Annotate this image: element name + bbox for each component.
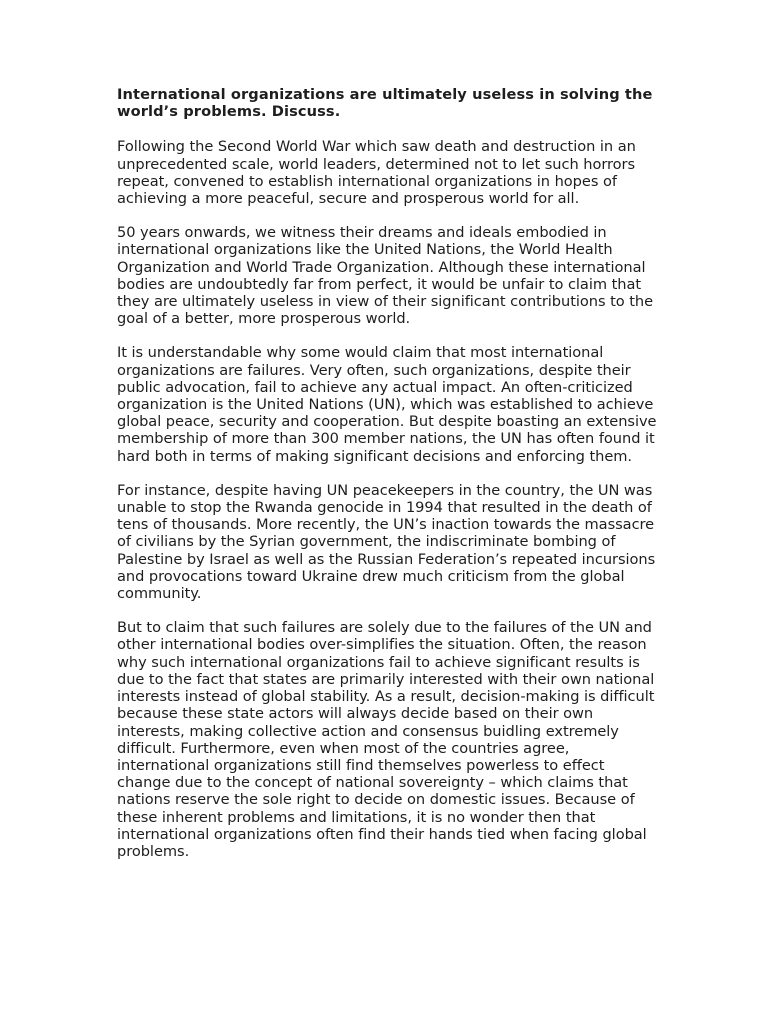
paragraph-4: For instance, despite having UN peacekeepers in the country, the UN was unable to stop the Rwanda genocide in 1994 that resulted in the death of tens of thousands. More recently, the UN’s inaction towards the massacre of civilians by the Syrian government, the indiscriminate bombing of Palestine by Israel as well as the Russian Federation’s repeated incursions and provocations toward Ukraine drew much criticism from the global community. [117,481,656,603]
essay-title: International organizations are ultimately useless in solving the world’s problems. Discuss. [117,86,653,121]
paragraph-3: It is understandable why some would claim that most international organizations are failures. Very often, such organizations, despite their public advocation, fail to achieve any actual impact. An often-criticized organization is the United Nations (UN), which was established to achieve global peace, security and cooperation. But despite boasting an extensive membership of more than 300 member nations, the UN has often found it hard both in terms of making significant decisions and enforcing them. [117,344,657,465]
document-body [117,86,657,860]
paragraph-1: Following the Second World War which saw death and destruction in an unprecedented scale, world leaders, determined not to let such horrors repeat, convened to establish international organizations in hopes of achieving a more peaceful, secure and prosperous world for all. [117,138,636,208]
paragraph-2: 50 years onwards, we witness their dreams and ideals embodied in international organizations like the United Nations, the World Health Organization and World Trade Organization. Although these international bodies are undoubtedly far from perfect, it would be unfair to claim that they are ultimately useless in view of their significant contributions to the goal of a better, more prosperous world. [117,224,654,328]
paragraph-5: But to claim that such failures are solely due to the failures of the UN and other international bodies over-simplifies the situation. Often, the reason why such international organizations fail to achieve significant results is due to the fact that states are primarily interested with their own national interests instead of global stability. As a result, decision-making is difficult because these state actors will always decide based on their own interests, making collective action and consensus buidling extremely difficult. Furthermore, even when most of the countries agree, international organizations still find themselves powerless to effect change due to the concept of national sovereignty – which claims that nations reserve the sole right to decide on domestic issues. Because of these inherent problems and limitations, it is no wonder then that international organizations often find their hands tied when facing global problems. [117,619,655,860]
